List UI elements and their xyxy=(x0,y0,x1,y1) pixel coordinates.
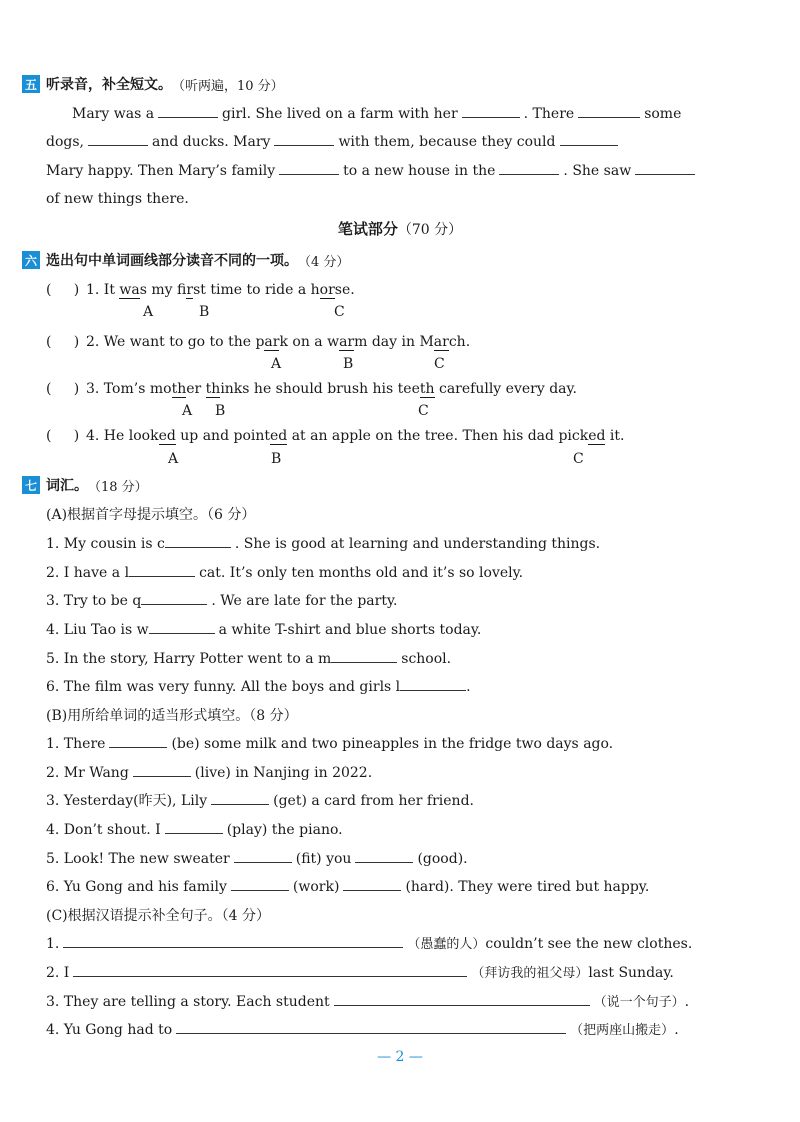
answer-line[interactable] xyxy=(176,1019,566,1034)
part-c-item-2: 2. I （拜访我的祖父母）last Sunday. xyxy=(46,962,674,981)
part-b-item-3: 3. Yesterday(昨天), Lily (get) a card from her friend. xyxy=(46,790,474,810)
answer-bracket[interactable]: ( ) xyxy=(46,282,80,298)
part-c-item-4: 4. Yu Gong had to （把两座山搬走）. xyxy=(46,1019,679,1038)
answer-line[interactable] xyxy=(73,962,467,977)
s6-item-4: ( ) 4. He looked up and pointed at an apple on the tree. Then his dad picked it. xyxy=(46,428,625,444)
answer-bracket[interactable]: ( ) xyxy=(46,428,80,444)
part-b-item-6: 6. Yu Gong and his family (work) (hard). They were tired but happy. xyxy=(46,876,649,895)
answer-blank[interactable] xyxy=(129,562,195,577)
answer-blank[interactable] xyxy=(635,160,695,175)
s5-line-3: Mary happy. Then Mary’s family to a new house in the . She saw xyxy=(46,160,699,181)
option-a-label: A xyxy=(143,304,154,320)
s6-item-2: ( ) 2. We want to go to the park on a warm day in March. xyxy=(46,334,471,350)
part-c-item-1: 1. （愚蠢的人）couldn’t see the new clothes. xyxy=(46,933,692,952)
answer-bracket[interactable]: ( ) xyxy=(46,381,80,397)
answer-blank[interactable] xyxy=(578,103,640,118)
part-a-item-4: 4. Liu Tao is w a white T-shirt and blue shorts today. xyxy=(46,619,481,638)
section-5-header xyxy=(22,74,284,94)
part-b-item-4: 4. Don’t shout. I (play) the piano. xyxy=(46,819,343,838)
part-c-heading: (C)根据汉语提示补全句子。（4 分） xyxy=(46,908,270,924)
part-a-item-3: 3. Try to be q . We are late for the party. xyxy=(46,590,397,609)
option-b-label: B xyxy=(271,451,282,467)
section-6-title: 选出句中单词画线部分读音不同的一项。 xyxy=(46,253,298,269)
answer-blank[interactable] xyxy=(462,103,520,118)
part-a-item-2: 2. I have a l cat. It’s only ten months old and it’s so lovely. xyxy=(46,562,523,581)
answer-blank[interactable] xyxy=(560,131,618,146)
answer-blank[interactable] xyxy=(165,533,231,548)
section-5-badge: 五 xyxy=(22,75,40,93)
option-c-label: C xyxy=(334,304,345,320)
part-a-item-6: 6. The film was very funny. All the boys and girls l . xyxy=(46,676,471,695)
written-part-title: 笔试部分（70 分） xyxy=(337,220,463,238)
part-a-item-5: 5. In the story, Harry Potter went to a m school. xyxy=(46,648,451,667)
s6-item-3: ( ) 3. Tom’s mother thinks he should brush his teeth carefully every day. xyxy=(46,381,577,397)
section-7-badge: 七 xyxy=(22,476,40,494)
s5-line-4: of new things there. xyxy=(46,191,189,207)
part-a-item-1: 1. My cousin is c . She is good at learning and understanding things. xyxy=(46,533,600,552)
section-7-header xyxy=(22,475,148,495)
s5-line-1: Mary was a girl. She lived on a farm with her . There some xyxy=(72,103,681,124)
s6-item-1: ( ) 1. It was my first time to ride a horse. xyxy=(46,282,355,298)
answer-blank[interactable] xyxy=(88,131,148,146)
answer-blank[interactable] xyxy=(331,648,397,663)
answer-blank[interactable] xyxy=(234,848,292,863)
option-a-label: A xyxy=(182,403,193,419)
answer-blank[interactable] xyxy=(343,876,401,891)
option-a-label: A xyxy=(271,356,282,372)
answer-blank[interactable] xyxy=(231,876,289,891)
part-b-item-5: 5. Look! The new sweater (fit) you (good). xyxy=(46,848,468,867)
answer-blank[interactable] xyxy=(355,848,413,863)
section-6-badge: 六 xyxy=(22,251,40,269)
answer-blank[interactable] xyxy=(149,619,215,634)
part-a-heading: (A)根据首字母提示填空。（6 分） xyxy=(46,507,256,523)
answer-blank[interactable] xyxy=(141,590,207,605)
answer-blank[interactable] xyxy=(274,131,334,146)
section-7-note: （18 分） xyxy=(88,479,148,495)
page-number: — 2 — xyxy=(377,1049,423,1065)
part-b-item-2: 2. Mr Wang (live) in Nanjing in 2022. xyxy=(46,762,372,781)
answer-blank[interactable] xyxy=(211,790,269,805)
part-c-item-3: 3. They are telling a story. Each student （说一个句子）. xyxy=(46,991,689,1010)
answer-blank[interactable] xyxy=(279,160,339,175)
option-c-label: C xyxy=(573,451,584,467)
option-b-label: B xyxy=(215,403,226,419)
answer-blank[interactable] xyxy=(165,819,223,834)
answer-blank[interactable] xyxy=(400,676,466,691)
s5-line-2: dogs, and ducks. Mary with them, because they could xyxy=(46,131,622,152)
option-b-label: B xyxy=(199,304,210,320)
answer-bracket[interactable]: ( ) xyxy=(46,334,80,350)
option-c-label: C xyxy=(434,356,445,372)
answer-line[interactable] xyxy=(334,991,590,1006)
answer-blank[interactable] xyxy=(133,762,191,777)
option-c-label: C xyxy=(418,403,429,419)
part-b-item-1: 1. There (be) some milk and two pineapples in the fridge two days ago. xyxy=(46,733,613,752)
section-5-title: 听录音，补全短文。 xyxy=(46,77,172,93)
part-b-heading: (B)用所给单词的适当形式填空。（8 分） xyxy=(46,708,298,724)
answer-blank[interactable] xyxy=(109,733,167,748)
answer-blank[interactable] xyxy=(158,103,218,118)
section-6-note: （4 分） xyxy=(298,254,350,270)
answer-blank[interactable] xyxy=(499,160,559,175)
section-7-title: 词汇。 xyxy=(46,478,88,494)
option-a-label: A xyxy=(168,451,179,467)
option-b-label: B xyxy=(343,356,354,372)
answer-line[interactable] xyxy=(63,933,403,948)
section-6-header xyxy=(22,250,349,270)
section-5-note: （听两遍，10 分） xyxy=(172,78,284,94)
